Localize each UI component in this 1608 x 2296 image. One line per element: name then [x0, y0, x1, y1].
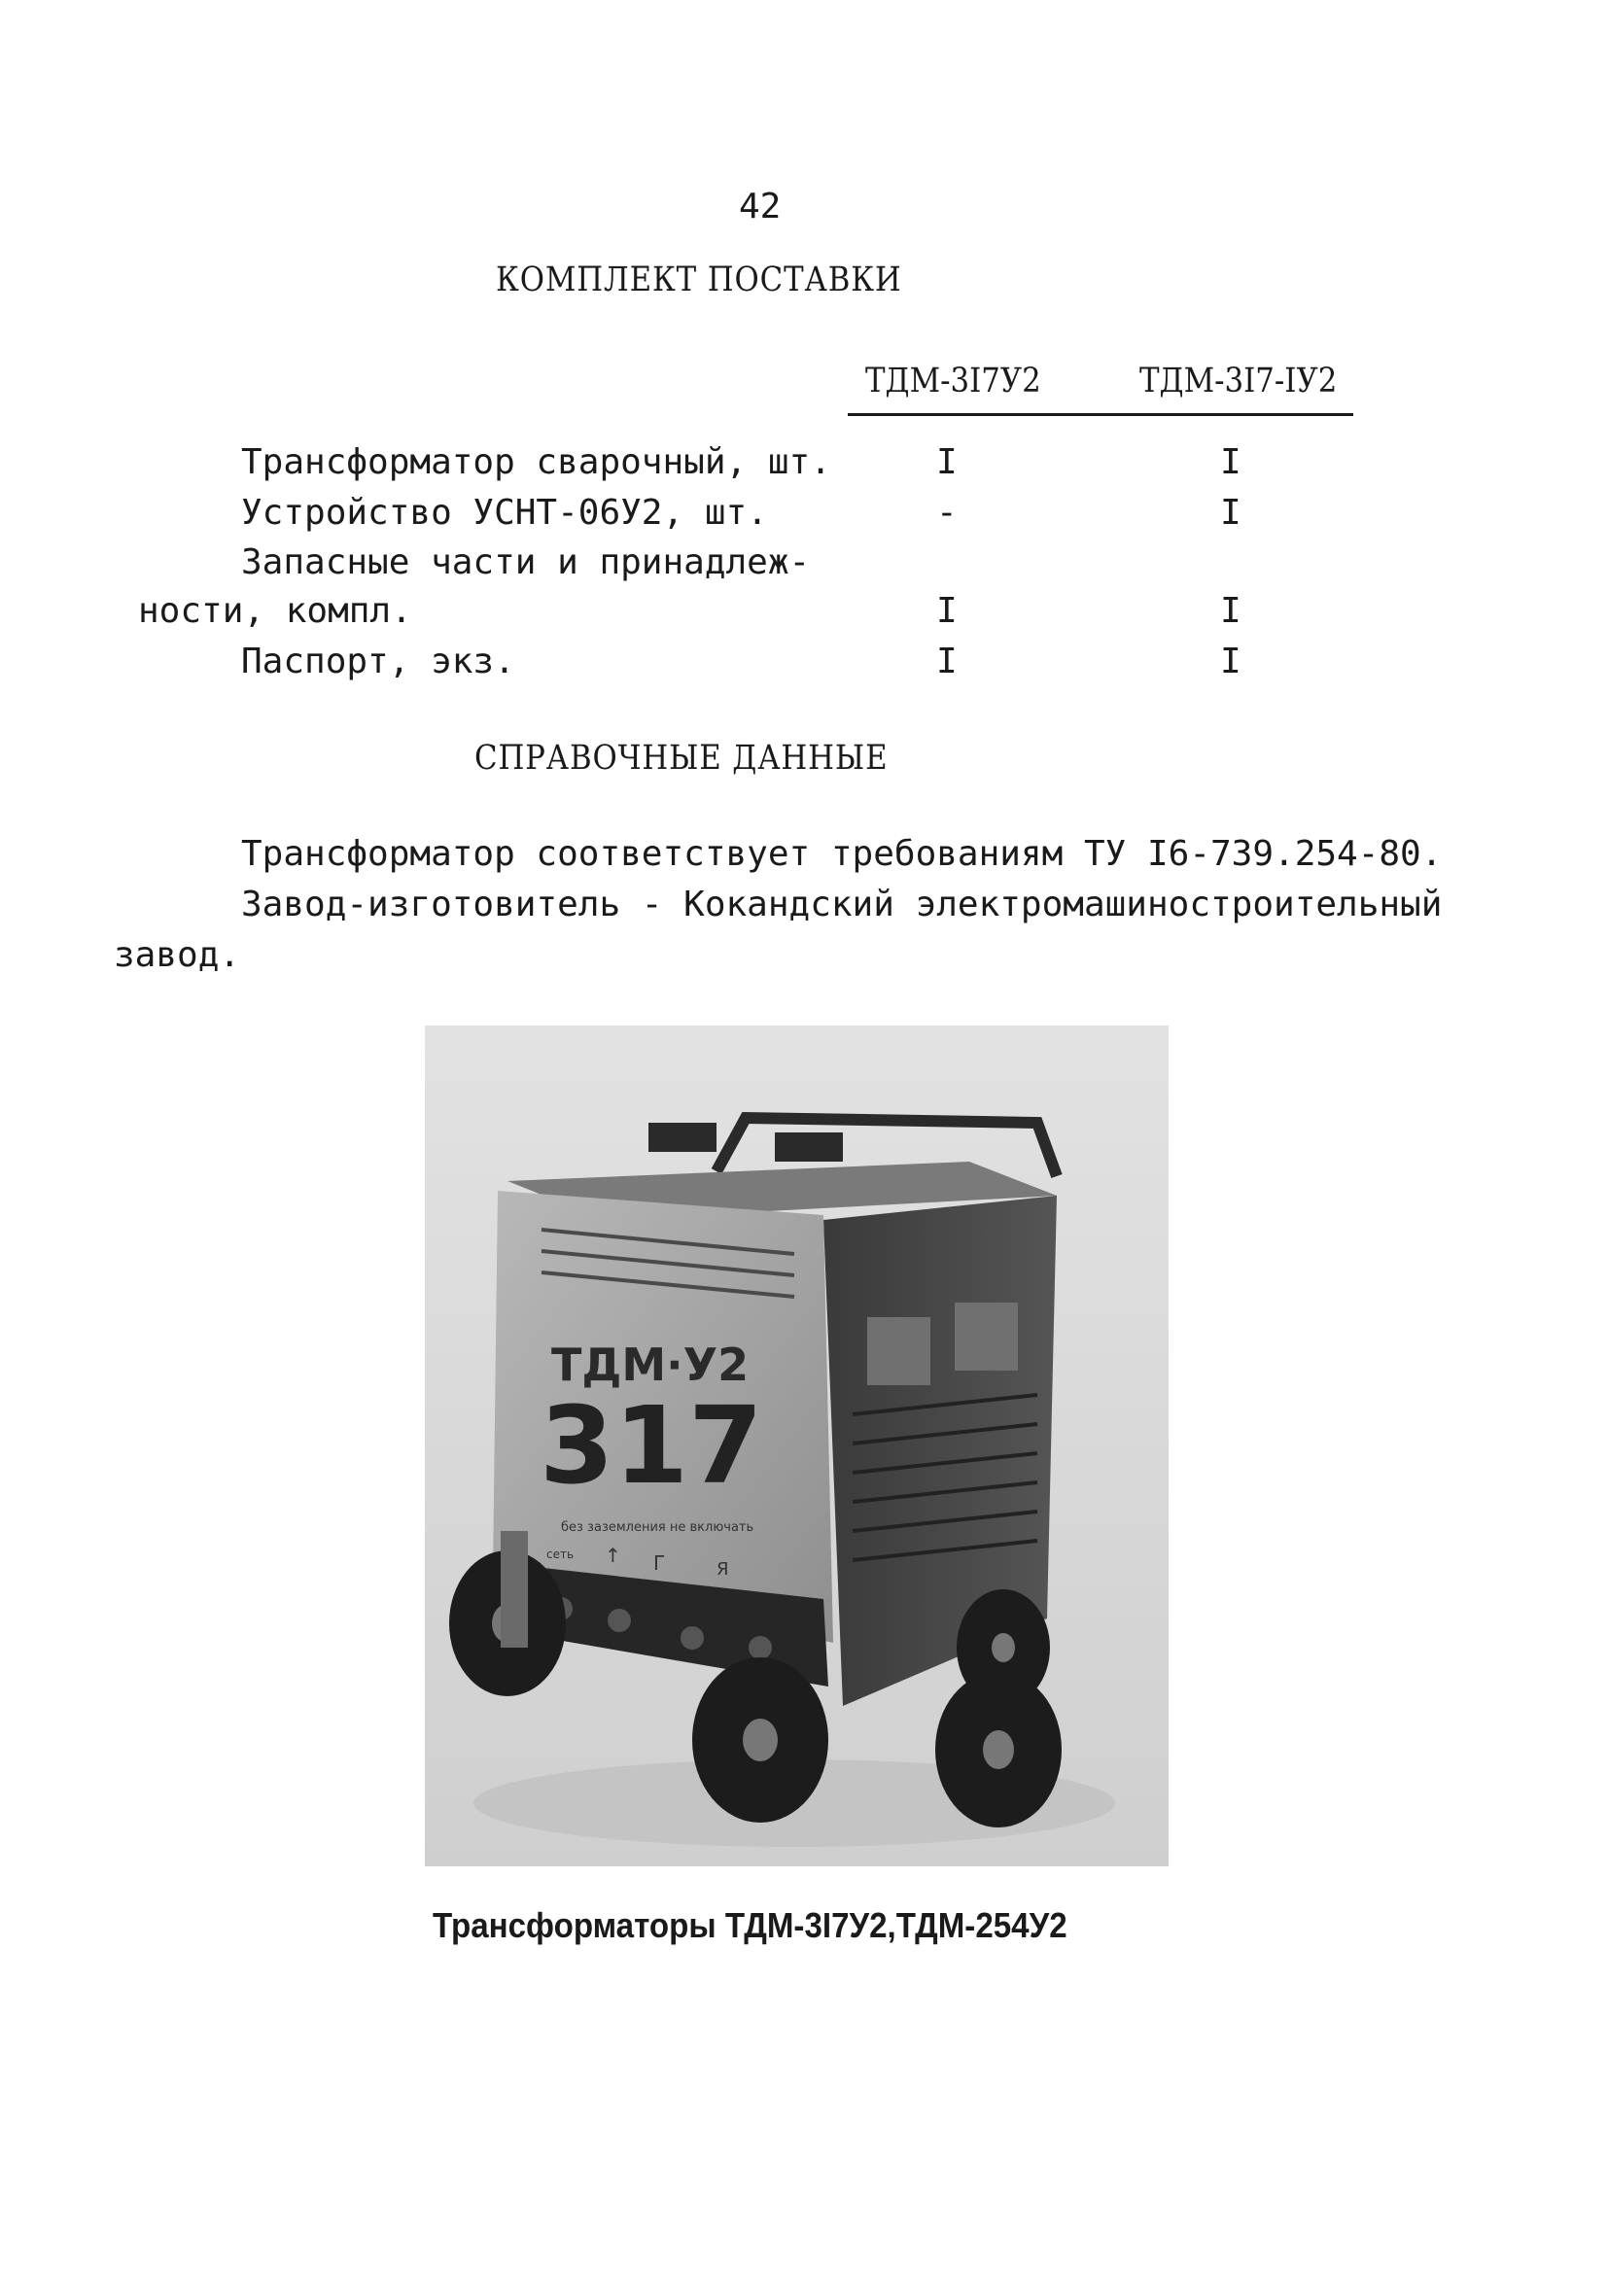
transformer-photo: [425, 1026, 1169, 1866]
photo-panel-warning: без заземления не включать: [561, 1520, 754, 1535]
photo-panel-number: 317: [540, 1383, 763, 1508]
kit-row-label: Запасные части и принадлеж-: [241, 542, 811, 582]
kit-row-value-2: I: [1220, 642, 1241, 681]
kit-row-value-1: -: [936, 493, 958, 533]
reference-line: Трансформатор соответствует требованиям ТУ I6-739.254-80.: [241, 834, 1443, 874]
photo-panel-label: Г: [653, 1551, 666, 1575]
kit-row-value-2: I: [1220, 591, 1241, 631]
reference-heading: СПРАВОЧНЫЕ ДАННЫЕ: [474, 739, 889, 778]
kit-row-value-1: I: [936, 642, 958, 681]
kit-row-value-2: I: [1220, 442, 1241, 482]
kit-row-label: Устройство УСНТ-06У2, шт.: [241, 493, 768, 533]
kit-row-label: ности, компл.: [138, 591, 412, 631]
transformer-illustration: [425, 1026, 1169, 1866]
column-header-2: ТДМ-3I7-IУ2: [1139, 362, 1338, 400]
header-rule: [848, 413, 1353, 416]
photo-caption: Трансформаторы ТДМ-3I7У2,ТДМ-254У2: [433, 1905, 1067, 1945]
kit-heading: КОМПЛЕКТ ПОСТАВКИ: [496, 261, 902, 299]
kit-row-value-2: I: [1220, 493, 1241, 533]
reference-line: завод.: [114, 935, 241, 975]
photo-panel-model: ТДМ·У2: [551, 1339, 750, 1391]
page-number: 42: [739, 187, 782, 226]
kit-row-label: Трансформатор сварочный, шт.: [241, 442, 831, 482]
reference-line: Завод-изготовитель - Кокандский электромашиностроительный: [241, 885, 1443, 924]
photo-panel-label: ↑: [605, 1544, 621, 1567]
column-header-1: ТДМ-3I7У2: [865, 362, 1041, 400]
photo-panel-label: Я: [717, 1559, 729, 1580]
photo-panel-label: сеть: [546, 1548, 575, 1561]
kit-row-value-1: I: [936, 591, 958, 631]
kit-row-value-1: I: [936, 442, 958, 482]
kit-row-label: Паспорт, экз.: [241, 642, 515, 681]
